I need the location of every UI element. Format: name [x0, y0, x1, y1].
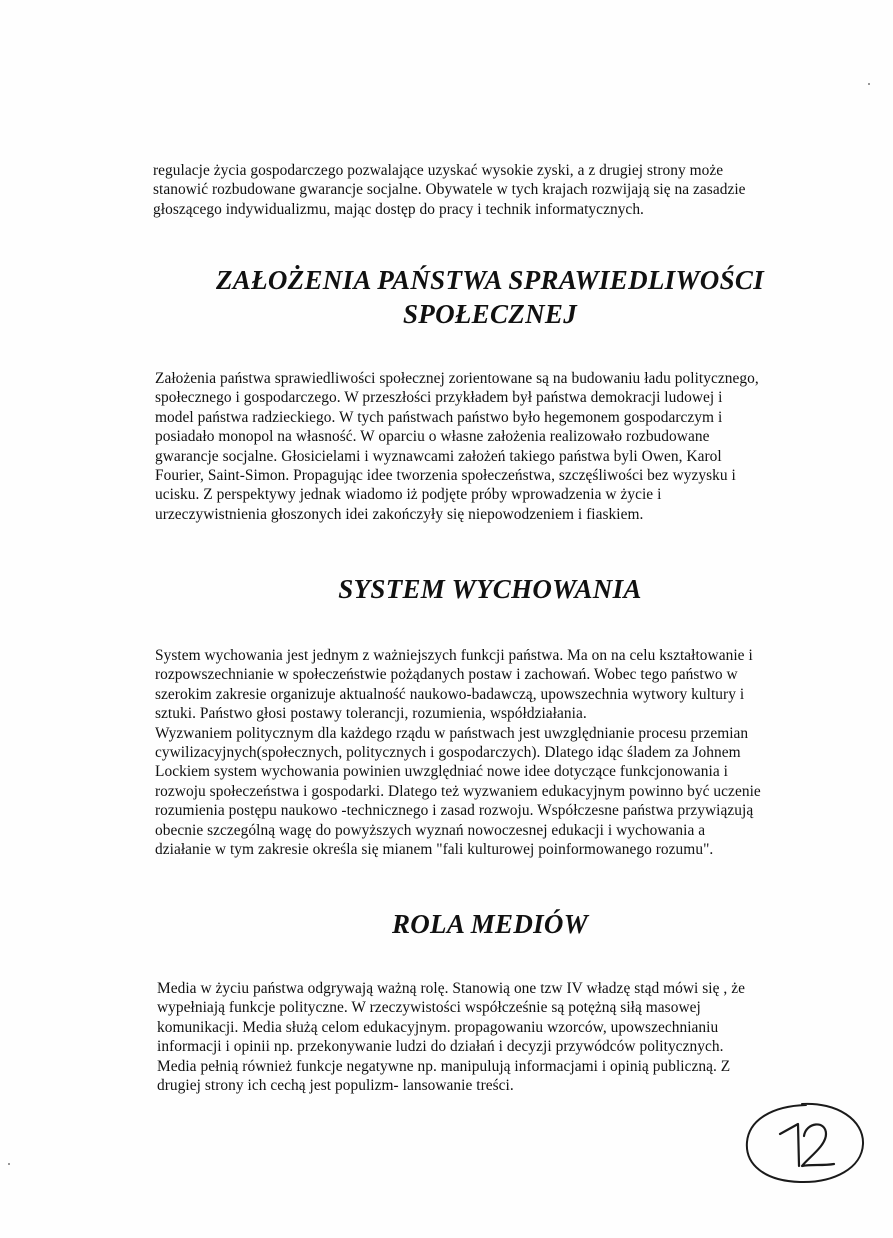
scan-speck	[8, 1163, 10, 1165]
heading-social-justice-state: ZAŁOŻENIA PAŃSTWA SPRAWIEDLIWOŚCI SPOŁECZNEJ	[215, 265, 765, 329]
social-justice-paragraph: Założenia państwa sprawiedliwości społecznej zorientowane są na budowaniu ładu politycznego, społecznego i gospodarczego. W przeszłości przykładem był państwa demokracji ludowej i model państwa radzieckiego. W tych państwach państwo było hegemonem gospodarczym i posiadało monopol na własność. W oparciu o własne założenia realizowało rozbudowane gwarancje socjalne. Głosicielami i wyznawcami założeń takiego państwa byli Owen, Karol Fourier, Saint-Simon. Propagując idee tworzenia społeczeństwa, szczęśliwości bez wyzysku i ucisku. Z perspektywy jednak wiadomo iż podjęte próby wprowadzenia w życie i urzeczywistnienia głoszonych idei zakończyły się niepowodzeniem i fiaskiem.	[155, 370, 759, 523]
education-paragraph: System wychowania jest jednym z ważniejszych funkcji państwa. Ma on na celu kształtowanie i rozpowszechnianie w społeczeństwie pożądanych postaw i zachowań. Wobec tego państwo w szerokim zakresie organizuje aktualność naukowo-badawczą, upowszechnia wytwory kultury i sztuki. Państwo głosi postawy tolerancji, rozumienia, współdziałania. Wyzwaniem politycznym dla każdego rządu w państwach jest uwzględnianie procesu przemian cywilizacyjnych(społecznych, politycznych i gospodarczych). Dlatego idąc śladem za Johnem Lockiem system wychowania powinien uwzględniać nowe idee dotyczące funkcjonowania i rozwoju społeczeństwa i gospodarki. Dlatego też wyzwaniem edukacyjnym powinno być uczenie rozumienia postępu naukowo -technicznego i zasad rozwoju. Współczesne państwa przywiązują obecnie szczególną wagę do powyższych wyznań nowoczesnej edukacji i wychowania a działanie w tym zakresie określa się mianem "fali kulturowej poinformowanego rozumu".	[155, 647, 761, 859]
handwritten-page-number	[742, 1100, 867, 1186]
scan-speck	[868, 83, 870, 85]
media-paragraph: Media w życiu państwa odgrywają ważną rolę. Stanowią one tzw IV władzę stąd mówi się , że wypełniają funkcje polityczne. W rzeczywistości współcześnie są potężną siłą masowej komunikacji. Media służą celom edukacyjnym. propagowaniu wzorców, upowszechnianiu informacji i opinii np. przekonywanie ludzi do działań i decyzji przywódców politycznych. Media pełnią również funkcje negatywne np. manipulują informacjami i opinią publiczną. Z drugiej strony ich cechą jest populizm- lansowanie treści.	[157, 980, 745, 1095]
circled-page-number-icon	[742, 1100, 867, 1186]
intro-paragraph: regulacje życia gospodarczego pozwalające uzyskać wysokie zyski, a z drugiej strony może stanowić rozbudowane gwarancje socjalne. Obywatele w tych krajach rozwijają się na zasadzie głoszącego indywidualizmu, mając dostęp do pracy i technik informatycznych.	[153, 162, 746, 218]
heading-education-system: SYSTEM WYCHOWANIA	[338, 574, 642, 604]
heading-role-of-media: ROLA MEDIÓW	[391, 909, 589, 939]
